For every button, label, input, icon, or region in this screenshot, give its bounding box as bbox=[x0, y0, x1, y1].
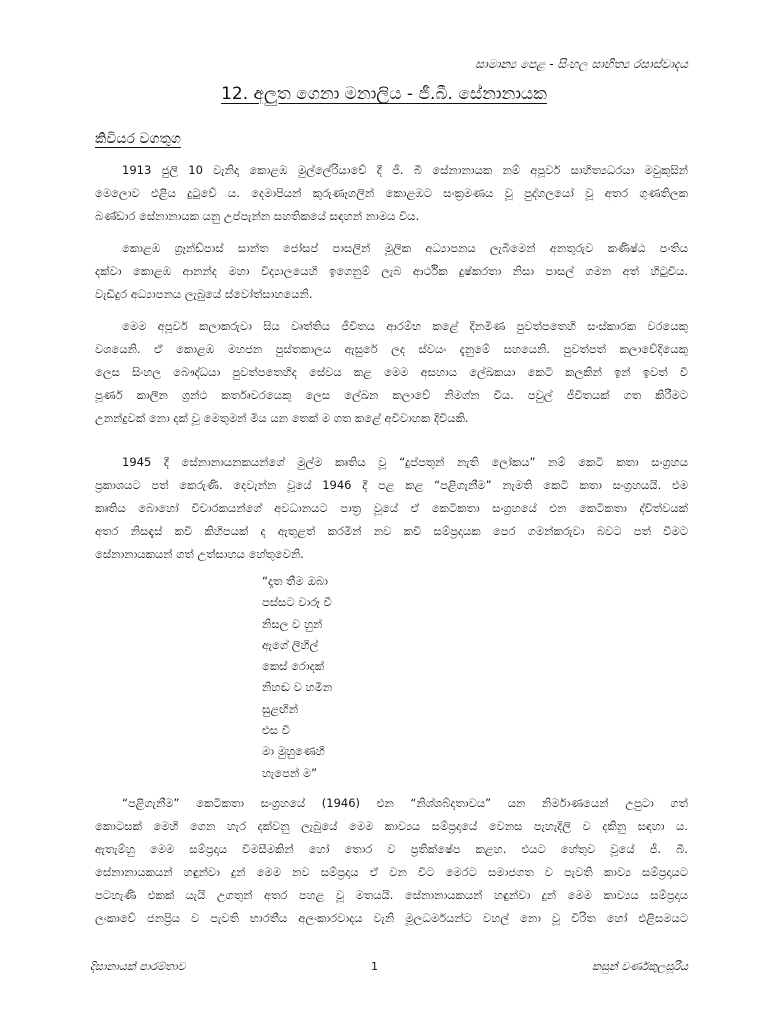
paragraph bbox=[95, 159, 688, 228]
paragraph-line: උනන්දුවක් නො දක් වූ මෙතුමන් මිය යන තෙක් ම ගත කළේ අවිවාහක දිවියකි. bbox=[95, 411, 469, 425]
paragraph-line: අතර නිසඳැස් කවි කිහිපයක් ද ඇතුළත් කරමින් නව කවි සම්ප්‍රදායක පෙර ගමන්කරුවා බවට පත් වීමට bbox=[95, 524, 688, 538]
poem-line: “දෑත තීම ඔබා bbox=[262, 574, 328, 588]
paragraph-line: මෙලොව එළිය දුටුවේ ය. දෙමාපියන් කුරුණෑගලින් කොළඹට සංක්‍රමණය වූ පුද්ගලයෝ වූ අතර ගුණතිලක bbox=[95, 186, 688, 200]
paragraph-line: ලංකාවේ ජනප්‍රිය ව පැවති භාරතීය අලංකාරවාදය වැනි මූලධර්මයන්ට වහල් නො වූ විරිත හෝ එළිසමයට bbox=[95, 911, 688, 925]
poem-line: ඇගේ ලිහිල් bbox=[262, 637, 319, 652]
paragraph-line: දක්වා කොළඹ ආනන්ද මහා විද්‍යාලයෙහි ඉගෙනුම් ලැබ ආර්ථික දුෂ්කරතා නිසා පාසල් ගමන අත් හිටුවිය. bbox=[95, 264, 688, 278]
page-number: 1 bbox=[371, 960, 378, 973]
poem-line: හැපෙන් ම” bbox=[262, 765, 318, 780]
paragraph-line: කොළඹ ග්‍රෑන්ඩ්පාස් සාන්ත ජෝසප් පාසලින් මූලික අධ්‍යාපනය ලැබීමෙන් අනතුරුව කණිෂ්ඨ පංතිය bbox=[122, 241, 688, 255]
footer-right: කසුන් වර්ණකුලසූරිය bbox=[592, 960, 688, 973]
document-header: සාමාන්‍ය පෙළ - සිංහල සාහිත්‍ය රසාස්වාදය bbox=[475, 57, 688, 71]
paragraph-line: කොටසක් මෙහි ගෙන හැර දක්වනු ලැබුයේ මෙම කාව්‍යය සම්ප්‍රදායේ වෙනස පැහැදිලි ව දකිනු සඳහා ය. bbox=[95, 819, 688, 833]
footer-left: දිසානායක් පාරම්තාව bbox=[90, 960, 186, 973]
paragraph-line: වැඩිදුර අධ්‍යාපනය ලැබුයේ ස්වෝත්සාහයෙනි. bbox=[95, 287, 313, 301]
paragraph-line: පටහැණි එකක් යැයි උගතුන් අතර පහළ වූ මතයයි. සේනානායකයන් හඳුන්වා දුන් මෙම කාව්‍යය සම්ප්‍රදාය bbox=[95, 888, 688, 902]
poem-line: පස්සට වාරූ වී bbox=[262, 595, 332, 610]
paragraph-line: සේනානායකයන් හඳුන්වා දුන් මෙම නව සම්ප්‍රදාය ඒ වන විට මෙරට සමාජගත ව පැවති කාව්‍ය සම්ප්‍රදායට bbox=[95, 865, 688, 879]
poem-line: එස වී bbox=[262, 723, 290, 738]
paragraph-line: ප්‍රකාශයට පත් කෙරුණි. දෙවැන්න වූයේ 1946 දී පළ කළ “පළිගැනීම” නැමති කෙටි කතා සංග්‍රහයයි. එම bbox=[95, 478, 688, 492]
poem-line: නිසල ව හුන් bbox=[262, 616, 323, 631]
paragraph bbox=[95, 315, 688, 430]
paragraph bbox=[95, 792, 688, 930]
section-heading: කිවියර වගතුග bbox=[95, 131, 181, 147]
paragraph-line: ලෙස සිංහල බෞද්ධයා පුවත්පතෙහිද සේවය කළ මෙම අසහාය ලේඛකයා කෙටි කලකින් ඉන් ඉවත් වී bbox=[95, 365, 688, 379]
paragraph bbox=[95, 451, 688, 566]
poem-line: මා මුහුණෙහි bbox=[262, 744, 325, 759]
poem-line: සුළඟින් bbox=[262, 701, 299, 716]
paragraph-line: ඇතැම්හු මෙම සම්ප්‍රදාය විමසීමකින් හෝ තොර ව ප්‍රතික්ෂේප කළහ. එයට හේතුව වූයේ ජී. බී. bbox=[95, 842, 688, 856]
paragraph-line: මෙම අපූර්ව කලාකරුවා සිය වෘත්තිය ජීවිතය ආරම්භ කළේ දිනමිණ පුවත්පතෙහි සංස්කාරක වරයෙකු bbox=[122, 319, 688, 333]
paragraph-line: “පළිගැනීම” කෙටිකතා සංග්‍රහයේ (1946) එන “නිශ්ශබ්දතාවය” යන නිර්මාණයෙන් උපුටා ගත් bbox=[122, 796, 688, 810]
paragraph-line: 1945 දී සේනානායනකයන්ගේ මුල්ම කෘතිය වූ “දුප්පතුන් නැති ලෝකය” නම් කෙටි කතා සංග්‍රහය bbox=[122, 455, 688, 469]
paragraph-line: වශයෙනි. ඒ කොළඹ මහජන පුස්තකාලය ඇසුරේ ලද ස්වයං දැනුමේ සහයෙනි. පුවත්පත් කලාවේදියෙකු bbox=[95, 342, 688, 356]
paragraph-line: පූර්ණ කාලීන ග්‍රන්ථ කර්තෘවරයෙකු ලෙස ලේඛන කලාවේ නිමග්න විය. පවුල් ජීවිතයක් ගත කිරීමට bbox=[95, 388, 688, 402]
page-title bbox=[0, 84, 768, 104]
poem-line: නිහඬ ව හමින bbox=[262, 680, 333, 695]
paragraph-line: 1913 ජුලි 10 වැනිදා කොළඹ මුල්ලේරියාවේ දී ජී. බී සේනානායක නම් අපූර්ව සාහිත්‍යධරයා මවුකුසින් bbox=[122, 163, 688, 177]
paragraph-line: සේනානායකයන් ගත් උත්සාහය හේතුවෙනි. bbox=[95, 547, 304, 561]
poem-excerpt bbox=[262, 571, 332, 784]
paragraph-line: බණ්ඩාර සේනානායක යනු උප්පැන්න සහතිකයේ සඳහන් නාමය විය. bbox=[95, 209, 420, 223]
page-title-text: 12. අලුත ගෙනා මනාලිය - ජී.බී. සේනානායක bbox=[221, 84, 547, 104]
poem-line: කෙස් රොදක් bbox=[262, 659, 325, 674]
paragraph bbox=[95, 237, 688, 306]
paragraph-line: කෘතිය බොහෝ විචාරකයන්ගේ අවධානයට පාත්‍ර වූයේ ඒ කෙටිකතා සංග්‍රහයේ එන කෙටිකතා ද්විත්වයක් bbox=[95, 501, 688, 515]
